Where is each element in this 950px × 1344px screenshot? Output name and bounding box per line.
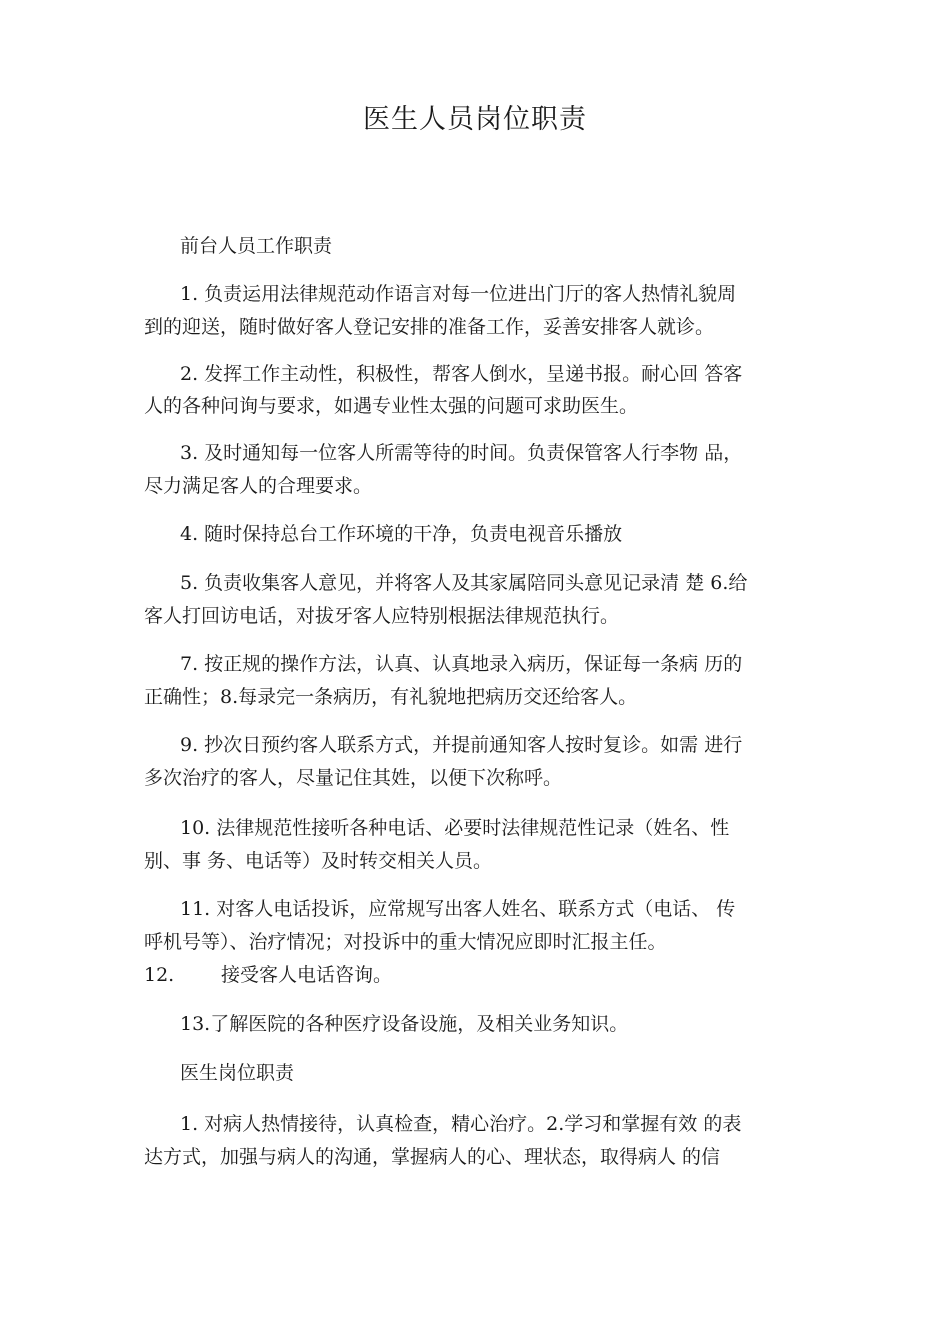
paragraph-10-line1: 10. 法律规范性接听各种电话、必要时法律规范性记录（姓名、性 xyxy=(180,817,730,839)
paragraph-5-line1: 5. 负责收集客人意见，并将客人及其家属陪同头意见记录清 楚 6.给 xyxy=(180,572,748,594)
paragraph-12 xyxy=(144,957,834,993)
paragraph-3-line1: 3. 及时通知每一位客人所需等待的时间。负责保管客人行李物 品， xyxy=(180,442,743,464)
paragraph-7-line2: 正确性；8.每录完一条病历，有礼貌地把病历交还给客人。 xyxy=(144,686,638,708)
paragraph-2-line1: 2. 发挥工作主动性，积极性，帮客人倒水，呈递书报。耐心回 答客 xyxy=(180,363,743,385)
paragraph-10-line2: 别、事 务、电话等）及时转交相关人员。 xyxy=(144,850,493,872)
doctor-paragraph-1-line2: 达方式，加强与病人的沟通，掌握病人的心、理状态，取得病人 的信 xyxy=(144,1146,721,1168)
paragraph-3-line2: 尽力满足客人的合理要求。 xyxy=(144,475,373,497)
paragraph-13: 13.了解医院的各种医疗设备设施，及相关业务知识。 xyxy=(180,1013,629,1035)
paragraph-11-line2: 呼机号等）、治疗情况；对投诉中的重大情况应即时汇报主任。 xyxy=(144,931,667,953)
paragraph-1-line1: 1. 负责运用法律规范动作语言对每一位进出门厅的客人热情礼貌周 xyxy=(180,283,737,305)
paragraph-1-line2: 到的迎送，随时做好客人登记安排的准备工作，妥善安排客人就诊。 xyxy=(144,316,715,338)
paragraph-5-line2: 客人打回访电话，对拔牙客人应特别根据法律规范执行。 xyxy=(144,605,620,627)
document-title: 医生人员岗位职责 xyxy=(363,104,587,135)
paragraph-12-number: 12. xyxy=(144,964,175,986)
paragraph-2-line2: 人的各种问询与要求，如遇专业性太强的问题可求助医生。 xyxy=(144,395,639,417)
doctor-paragraph-1-line1: 1. 对病人热情接待，认真检查，精心治疗。2.学习和掌握有效 的表 xyxy=(180,1113,742,1135)
paragraph-7-line1: 7. 按正规的操作方法，认真、认真地录入病历，保证每一条病 历的 xyxy=(180,653,743,675)
paragraph-4: 4. 随时保持总台工作环境的干净，负责电视音乐播放 xyxy=(180,523,623,545)
paragraph-12-text: 接受客人电话咨询。 xyxy=(221,964,393,986)
paragraph-9-line1: 9. 抄次日预约客人联系方式，并提前通知客人按时复诊。如需 进行 xyxy=(180,734,743,756)
paragraph-9-line2: 多次治疗的客人，尽量记住其姓，以便下次称呼。 xyxy=(144,767,563,789)
paragraph-11-line1: 11. 对客人电话投诉，应常规写出客人姓名、联系方式（电话、 传 xyxy=(180,898,736,920)
section-heading-front-desk: 前台人员工作职责 xyxy=(180,235,333,257)
section-heading-doctor: 医生岗位职责 xyxy=(180,1062,295,1084)
